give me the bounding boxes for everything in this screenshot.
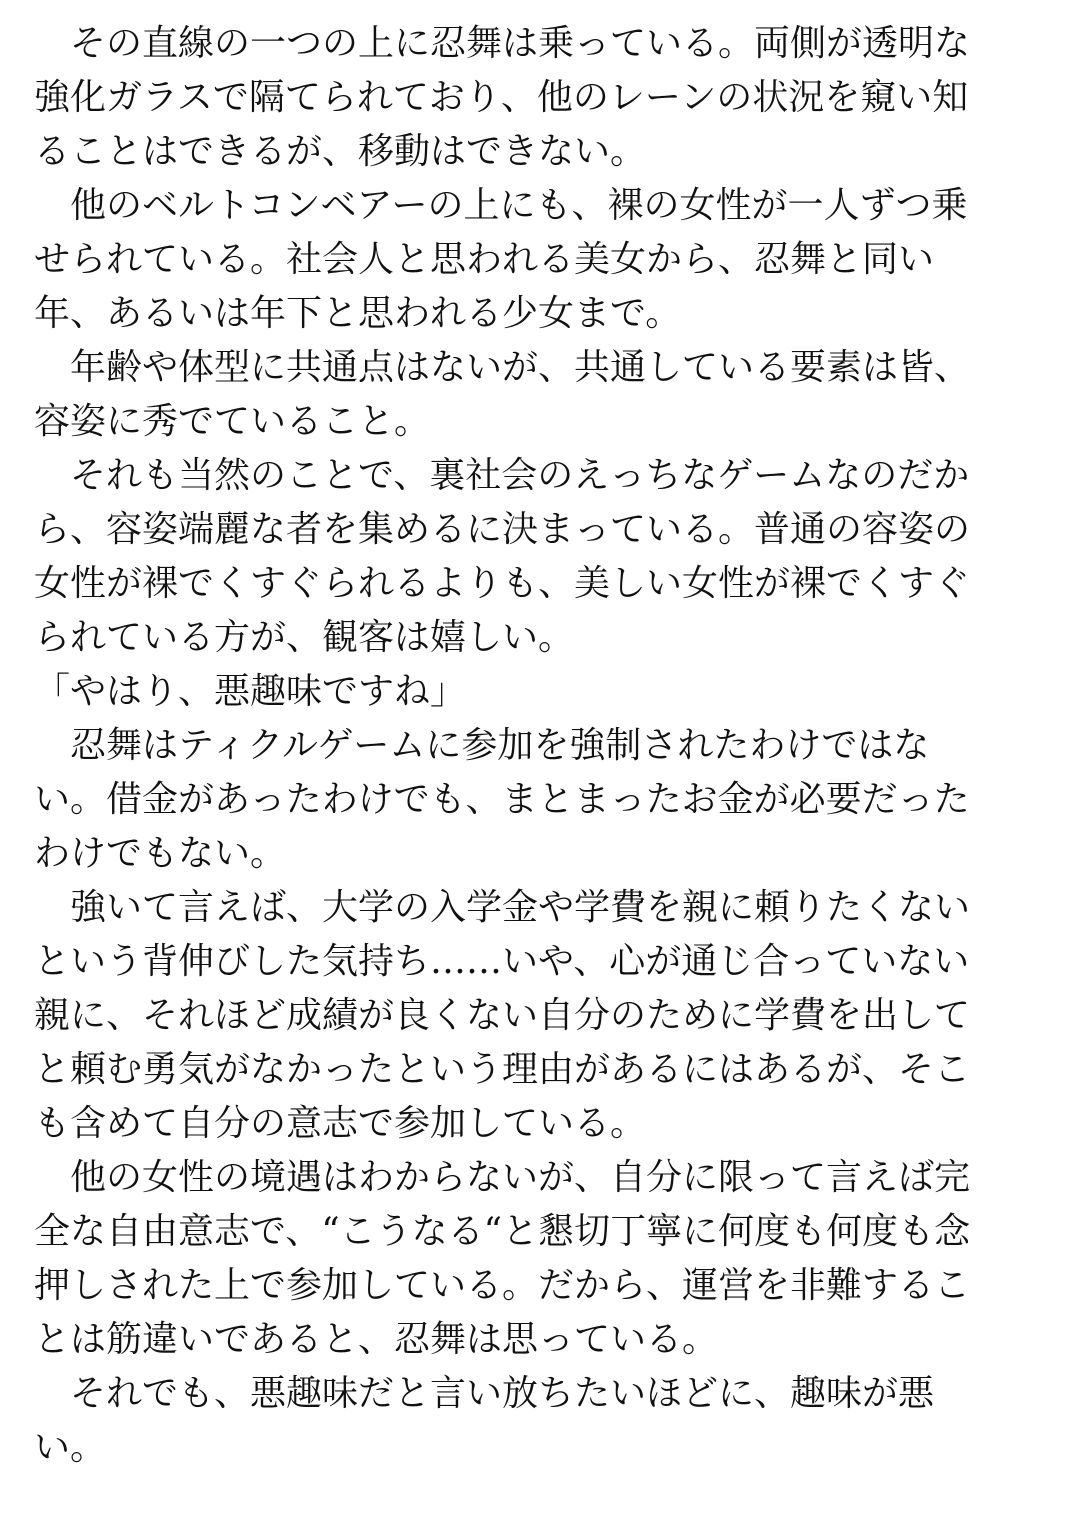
text-line: 他のベルトコンベアーの上にも、裸の女性が一人ずつ乗	[34, 185, 968, 226]
text-line: その直線の一つの上に忍舞は乗っている。両側が透明な	[34, 23, 971, 64]
text-line: 強化ガラスで隔てられており、他のレーンの状況を窺い知	[34, 77, 969, 118]
text-line: 他の女性の境遇はわからないが、自分に限って言えば完	[34, 1157, 971, 1198]
dialogue-line: 「やはり、悪趣味ですね」	[34, 671, 467, 712]
text-line: 容姿に秀でていること。	[34, 401, 431, 442]
text-line: 強いて言えば、大学の入学金や学費を親に頼りたくない	[34, 887, 971, 928]
text-line: と頼む勇気がなかったという理由があるにはあるが、そこ	[34, 1049, 971, 1090]
text-line: それも当然のことで、裏社会のえっちなゲームなのだか	[34, 455, 970, 496]
text-line: 親に、それほど成績が良くない自分のために学費を出して	[34, 995, 971, 1036]
text-line: い。借金があったわけでも、まとまったお金が必要だった	[34, 779, 970, 820]
text-line: という背伸びした気持ち……いや、心が通じ合っていない	[34, 941, 970, 982]
text-line: い。	[34, 1427, 107, 1468]
text-line: 女性が裸でくすぐられるよりも、美しい女性が裸でくすぐ	[34, 563, 971, 604]
text-line: 忍舞はティクルゲームに参加を強制されたわけではな	[34, 725, 930, 766]
text-line: 年齢や体型に共通点はないが、共通している要素は皆、	[34, 347, 971, 388]
document-body	[34, 17, 994, 1475]
text-line: とは筋違いであると、忍舞は思っている。	[34, 1319, 719, 1360]
text-line: られている方が、観客は嬉しい。	[34, 617, 575, 658]
text-line: 押しされた上で参加している。だから、運営を非難するこ	[34, 1265, 971, 1306]
text-line: 年、あるいは年下と思われる少女まで。	[34, 293, 682, 334]
text-line: 全な自由意志で、“こうなる“と懇切丁寧に何度も何度も念	[34, 1211, 971, 1252]
text-line: も含めて自分の意志で参加している。	[34, 1103, 647, 1144]
text-line: ら、容姿端麗な者を集めるに決まっている。普通の容姿の	[34, 509, 971, 550]
text-line: それでも、悪趣味だと言い放ちたいほどに、趣味が悪	[34, 1373, 935, 1414]
text-line: わけでもない。	[34, 833, 287, 874]
text-line: ることはできるが、移動はできない。	[34, 131, 647, 172]
text-line: せられている。社会人と思われる美女から、忍舞と同い	[34, 239, 935, 280]
